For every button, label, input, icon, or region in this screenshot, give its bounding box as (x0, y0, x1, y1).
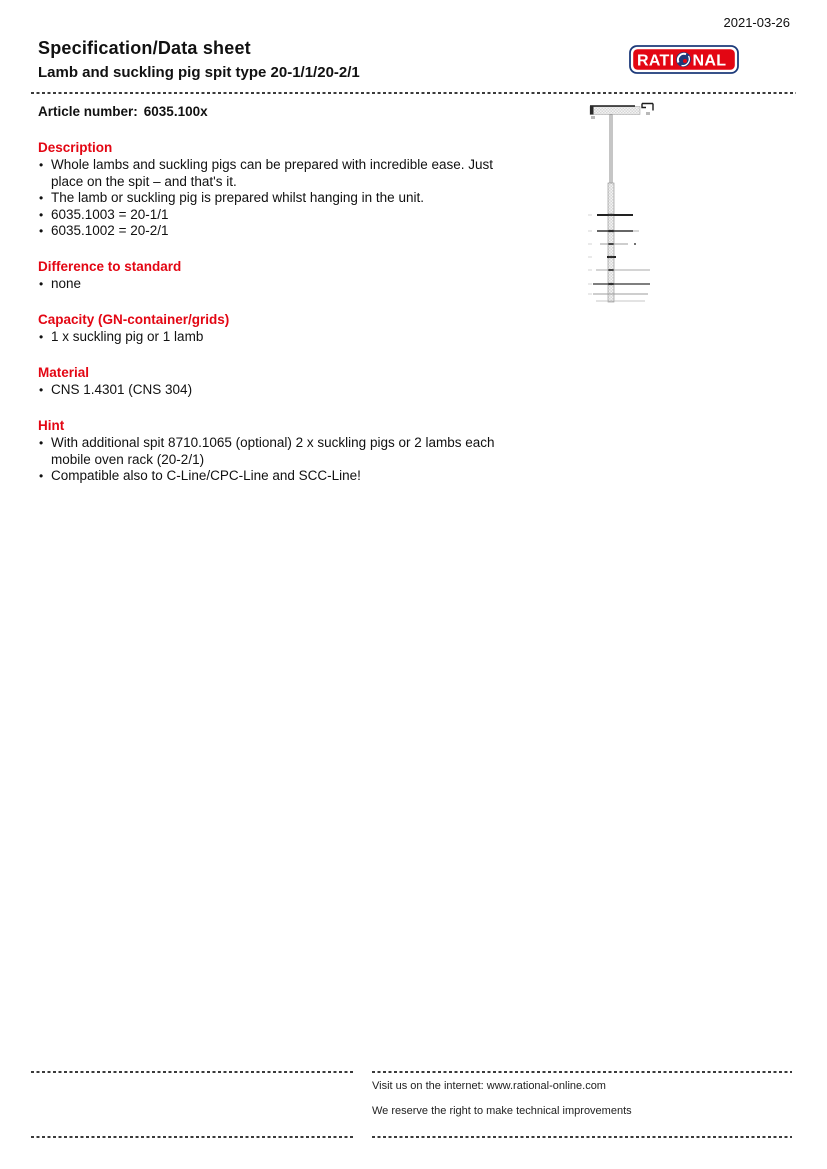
bullet-item: • With additional spit 8710.1065 (optional) 2 x suckling pigs or 2 lambs each mobile oven rack (20-2/1) (38, 435, 519, 468)
header-separator (31, 92, 796, 94)
section-heading: Description (38, 139, 113, 155)
rational-logo (629, 45, 739, 79)
article-number-line (38, 104, 578, 121)
section-capacity (38, 312, 578, 346)
bullet-item: • 1 x suckling pig or 1 lamb (38, 329, 519, 346)
bullet-item: • The lamb or suckling pig is prepared whilst hanging in the unit. (38, 190, 519, 207)
rational-logo-graphic (629, 45, 739, 74)
bullet-list (38, 329, 519, 346)
bullet-list (38, 382, 519, 399)
section-hint (38, 418, 578, 485)
document-date: 2021-03-26 (723, 15, 790, 30)
footer-separator-left-bottom (31, 1136, 355, 1138)
section-heading: Hint (38, 417, 65, 433)
spit-technical-drawing (588, 100, 658, 310)
page-subtitle: Lamb and suckling pig spit type 20-1/1/20-2/1 (38, 64, 360, 81)
logo-globe-o-icon (676, 52, 691, 67)
logo-text-left: RATI (637, 52, 675, 70)
section-heading: Capacity (GN-container/grids) (38, 311, 230, 327)
section-heading: Difference to standard (38, 258, 182, 274)
main-content (38, 104, 578, 485)
footer-separator-right-bottom (372, 1136, 792, 1138)
bullet-list (38, 276, 519, 293)
bullet-item: • none (38, 276, 519, 293)
bullet-item: • Whole lambs and suckling pigs can be prepared with incredible ease. Just place on the spit – and that's it. (38, 157, 519, 190)
bullet-item: • 6035.1002 = 20-2/1 (38, 223, 519, 240)
logo-text-right: NAL (692, 52, 727, 70)
article-number-label: Article number: (38, 104, 138, 119)
footer-separator-left-top (31, 1071, 355, 1073)
article-number-value: 6035.100x (143, 104, 208, 119)
bullet-list (38, 435, 519, 485)
section-material (38, 365, 578, 399)
bullet-item: • 6035.1003 = 20-1/1 (38, 207, 519, 224)
section-description (38, 140, 578, 240)
footer-internet-line: Visit us on the internet: www.rational-online.com (372, 1080, 606, 1092)
section-difference-to-standard (38, 259, 578, 293)
bullet-list (38, 157, 519, 240)
page-title: Specification/Data sheet (38, 38, 251, 58)
bullet-item: • Compatible also to C-Line/CPC-Line and SCC-Line! (38, 468, 519, 485)
footer-rights-line: We reserve the right to make technical improvements (372, 1105, 632, 1117)
bullet-item: • CNS 1.4301 (CNS 304) (38, 382, 519, 399)
section-heading: Material (38, 364, 90, 380)
footer-separator-right-top (372, 1071, 792, 1073)
